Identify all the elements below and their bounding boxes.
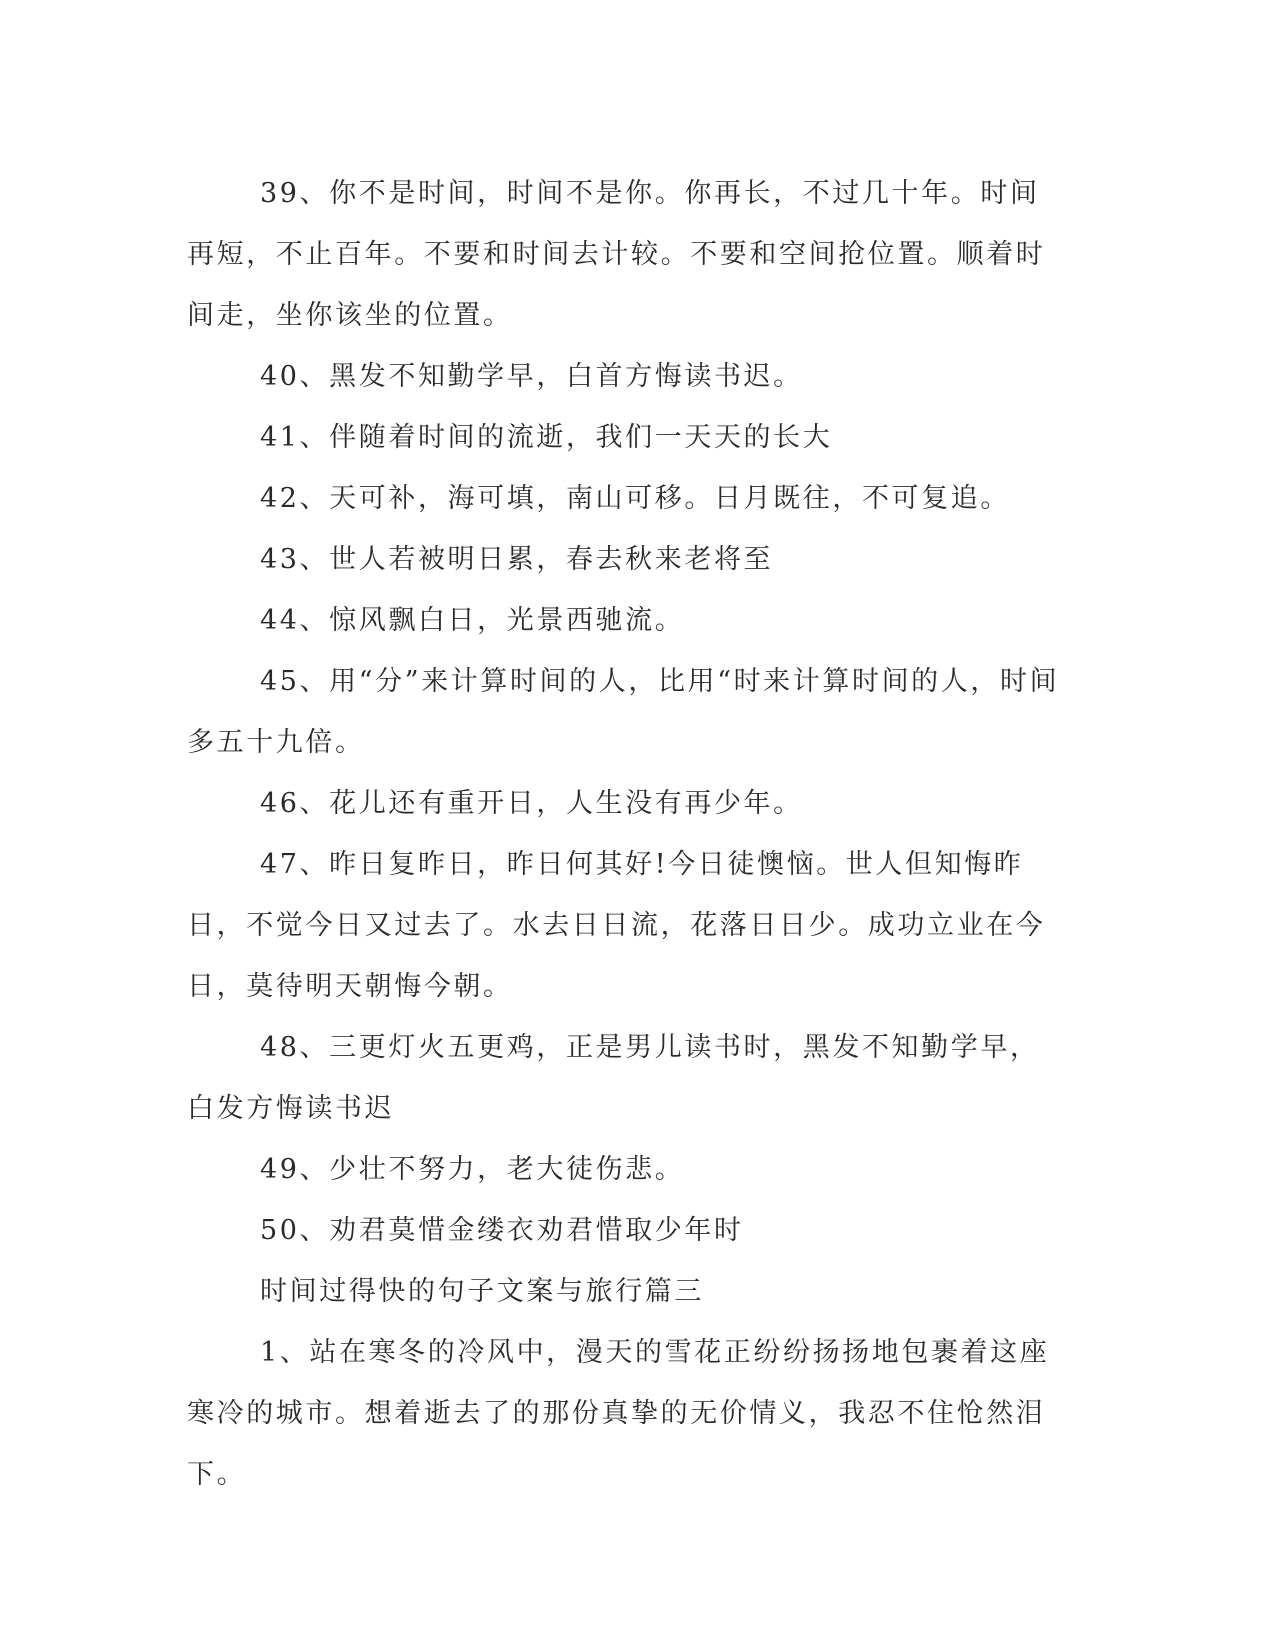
quote-paragraph-42: 42、天可补，海可填，南山可移。日月既往，不可复追。 xyxy=(260,483,1010,514)
document-body xyxy=(187,163,1067,1505)
quote-paragraph-44: 44、惊风飘白日，光景西驰流。 xyxy=(260,605,685,636)
quote-paragraph-50: 50、劝君莫惜金缕衣劝君惜取少年时 xyxy=(260,1215,744,1246)
quote-paragraph-47: 47、昨日复昨日，昨日何其好!今日徒懊恼。世人但知悔昨日，不觉今日又过去了。水去日日流，花落日日少。成功立业在今日，莫待明天朝悔今朝。 xyxy=(187,849,1046,1002)
quote-paragraph-43: 43、世人若被明日累，春去秋来老将至 xyxy=(260,544,774,575)
quote-paragraph-48: 48、三更灯火五更鸡，正是男儿读书时，黑发不知勤学早，白发方悔读书迟 xyxy=(187,1032,1040,1124)
quote-paragraph-41: 41、伴随着时间的流逝，我们一天天的长大 xyxy=(260,422,833,453)
quote-paragraph-49: 49、少壮不努力，老大徒伤悲。 xyxy=(260,1154,685,1185)
quote-paragraph-39: 39、你不是时间，时间不是你。你再长，不过几十年。时间再短，不止百年。不要和时间去计较。不要和空间抢位置。顺着时间走，坐你该坐的位置。 xyxy=(187,178,1046,331)
quote-paragraph-45: 45、用“分”来计算时间的人，比用“时来计算时间的人，时间多五十九倍。 xyxy=(187,666,1060,758)
section-heading: 时间过得快的句子文案与旅行篇三 xyxy=(260,1276,704,1307)
quote-paragraph-46: 46、花儿还有重开日，人生没有再少年。 xyxy=(260,788,803,819)
quote-paragraph-40: 40、黑发不知勤学早，白首方悔读书迟。 xyxy=(260,361,803,392)
section-paragraph-1: 1、站在寒冬的冷风中，漫天的雪花正纷纷扬扬地包裹着这座寒冷的城市。想着逝去了的那份真挚的无价情义，我忍不住怆然泪下。 xyxy=(187,1337,1050,1490)
